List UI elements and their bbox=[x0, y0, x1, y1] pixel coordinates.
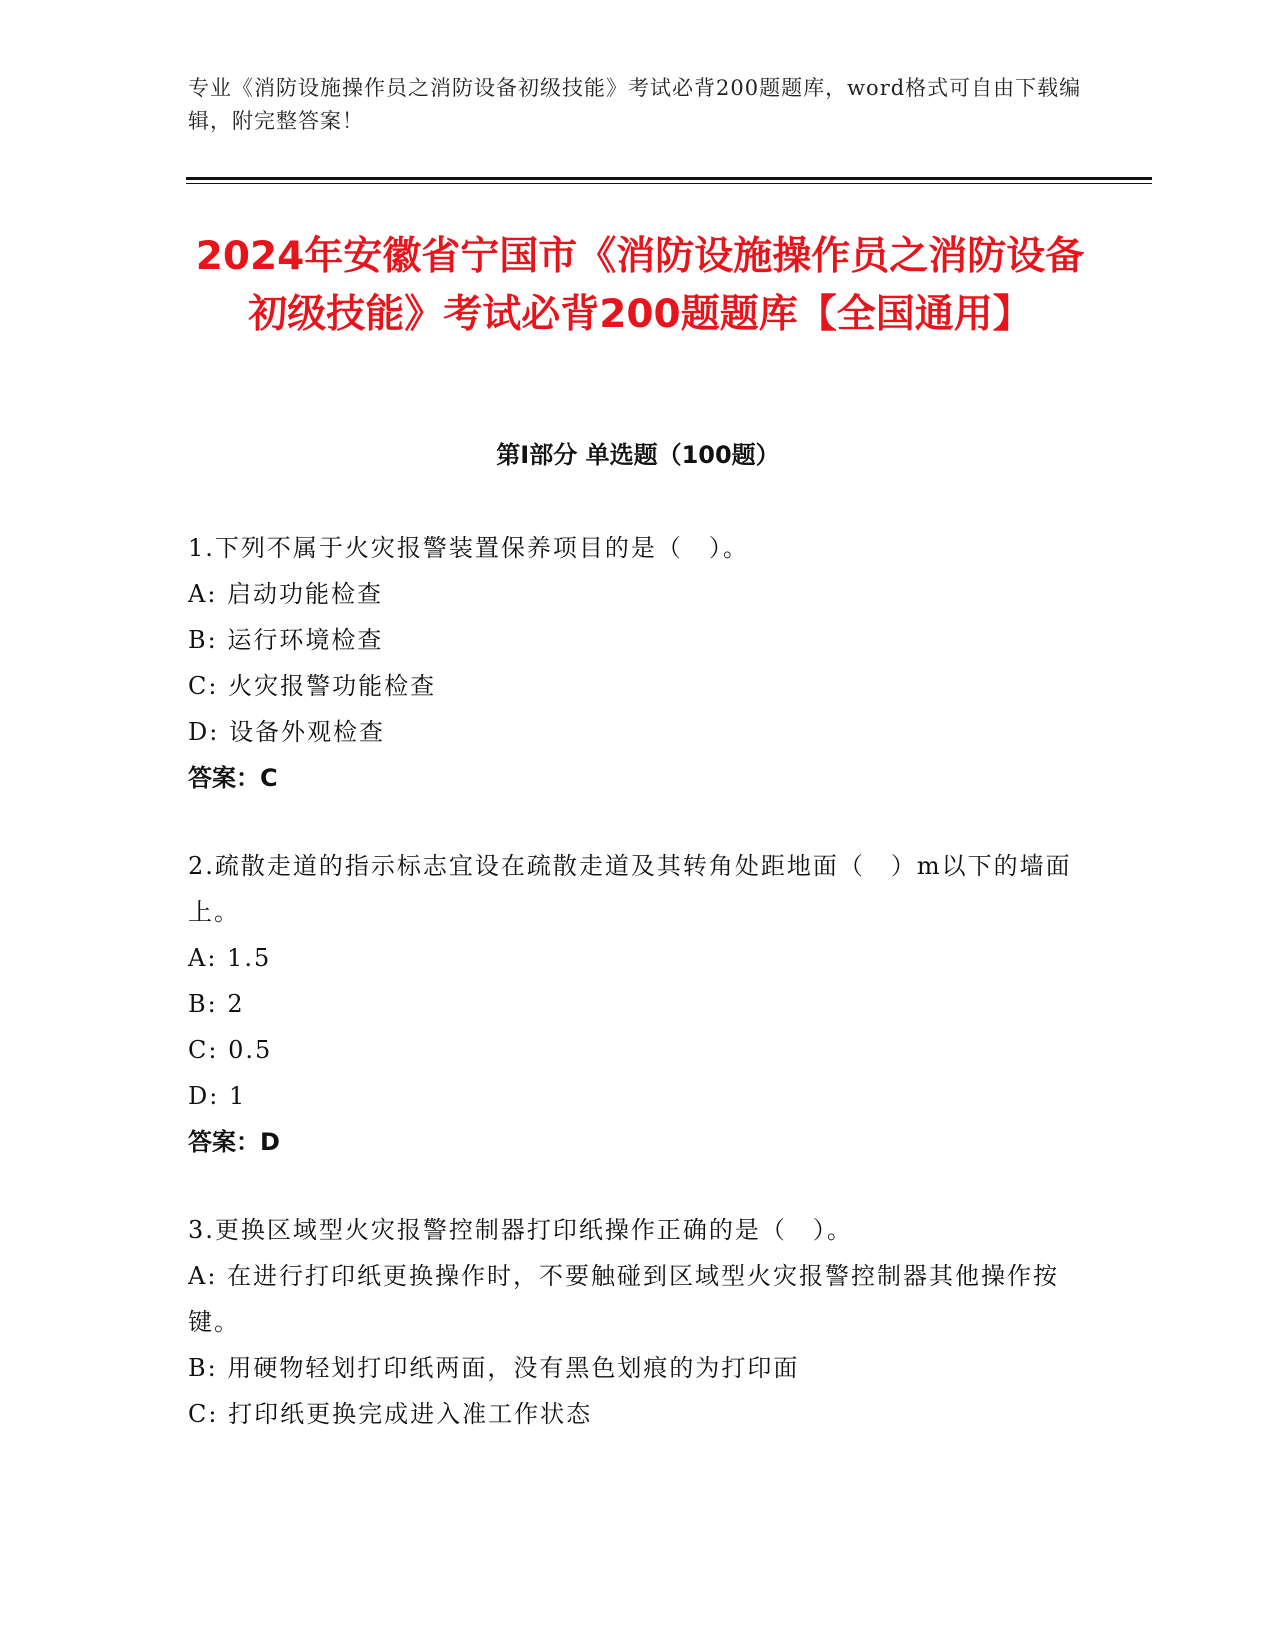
question-1 bbox=[188, 525, 1088, 801]
question-3-option-c: C: 打印纸更换完成进入准工作状态 bbox=[188, 1400, 593, 1428]
question-3-text: 3.更换区域型火灾报警控制器打印纸操作正确的是（ ）。 bbox=[188, 1216, 853, 1244]
question-1-answer: 答案：C bbox=[188, 764, 278, 792]
question-1-text: 1.下列不属于火灾报警装置保养项目的是（ ）。 bbox=[188, 534, 749, 562]
question-2-option-d: D: 1 bbox=[188, 1082, 247, 1110]
question-1-option-a: A: 启动功能检查 bbox=[188, 580, 384, 608]
question-1-option-c: C: 火灾报警功能检查 bbox=[188, 672, 437, 700]
header-rule-thick bbox=[186, 177, 1152, 180]
document-title: 2024年安徽省宁国市《消防设施操作员之消防设备初级技能》考试必背200题题库【全国通用】 bbox=[195, 234, 1085, 337]
question-list bbox=[188, 525, 1088, 1479]
question-2-option-b: B: 2 bbox=[188, 990, 245, 1018]
question-1-option-b: B: 运行环境检查 bbox=[188, 626, 384, 654]
question-2 bbox=[188, 843, 1088, 1165]
header-rule-thin bbox=[186, 183, 1152, 184]
question-2-option-c: C: 0.5 bbox=[188, 1036, 273, 1064]
question-2-text: 2.疏散走道的指示标志宜设在疏散走道及其转角处距地面（ ）m以下的墙面上。 bbox=[188, 852, 1072, 926]
question-2-answer: 答案：D bbox=[188, 1128, 280, 1156]
question-3 bbox=[188, 1207, 1088, 1437]
question-3-option-a: A: 在进行打印纸更换操作时，不要触碰到区域型火灾报警控制器其他操作按键。 bbox=[188, 1262, 1060, 1336]
section-title: 第I部分 单选题（100题） bbox=[496, 441, 780, 469]
question-2-option-a: A: 1.5 bbox=[188, 944, 272, 972]
header-note: 专业《消防设施操作员之消防设备初级技能》考试必背200题题库，word格式可自由下载编辑，附完整答案！ bbox=[188, 76, 1082, 133]
question-1-option-d: D: 设备外观检查 bbox=[188, 718, 385, 746]
question-3-option-b: B: 用硬物轻划打印纸两面，没有黑色划痕的为打印面 bbox=[188, 1354, 800, 1382]
